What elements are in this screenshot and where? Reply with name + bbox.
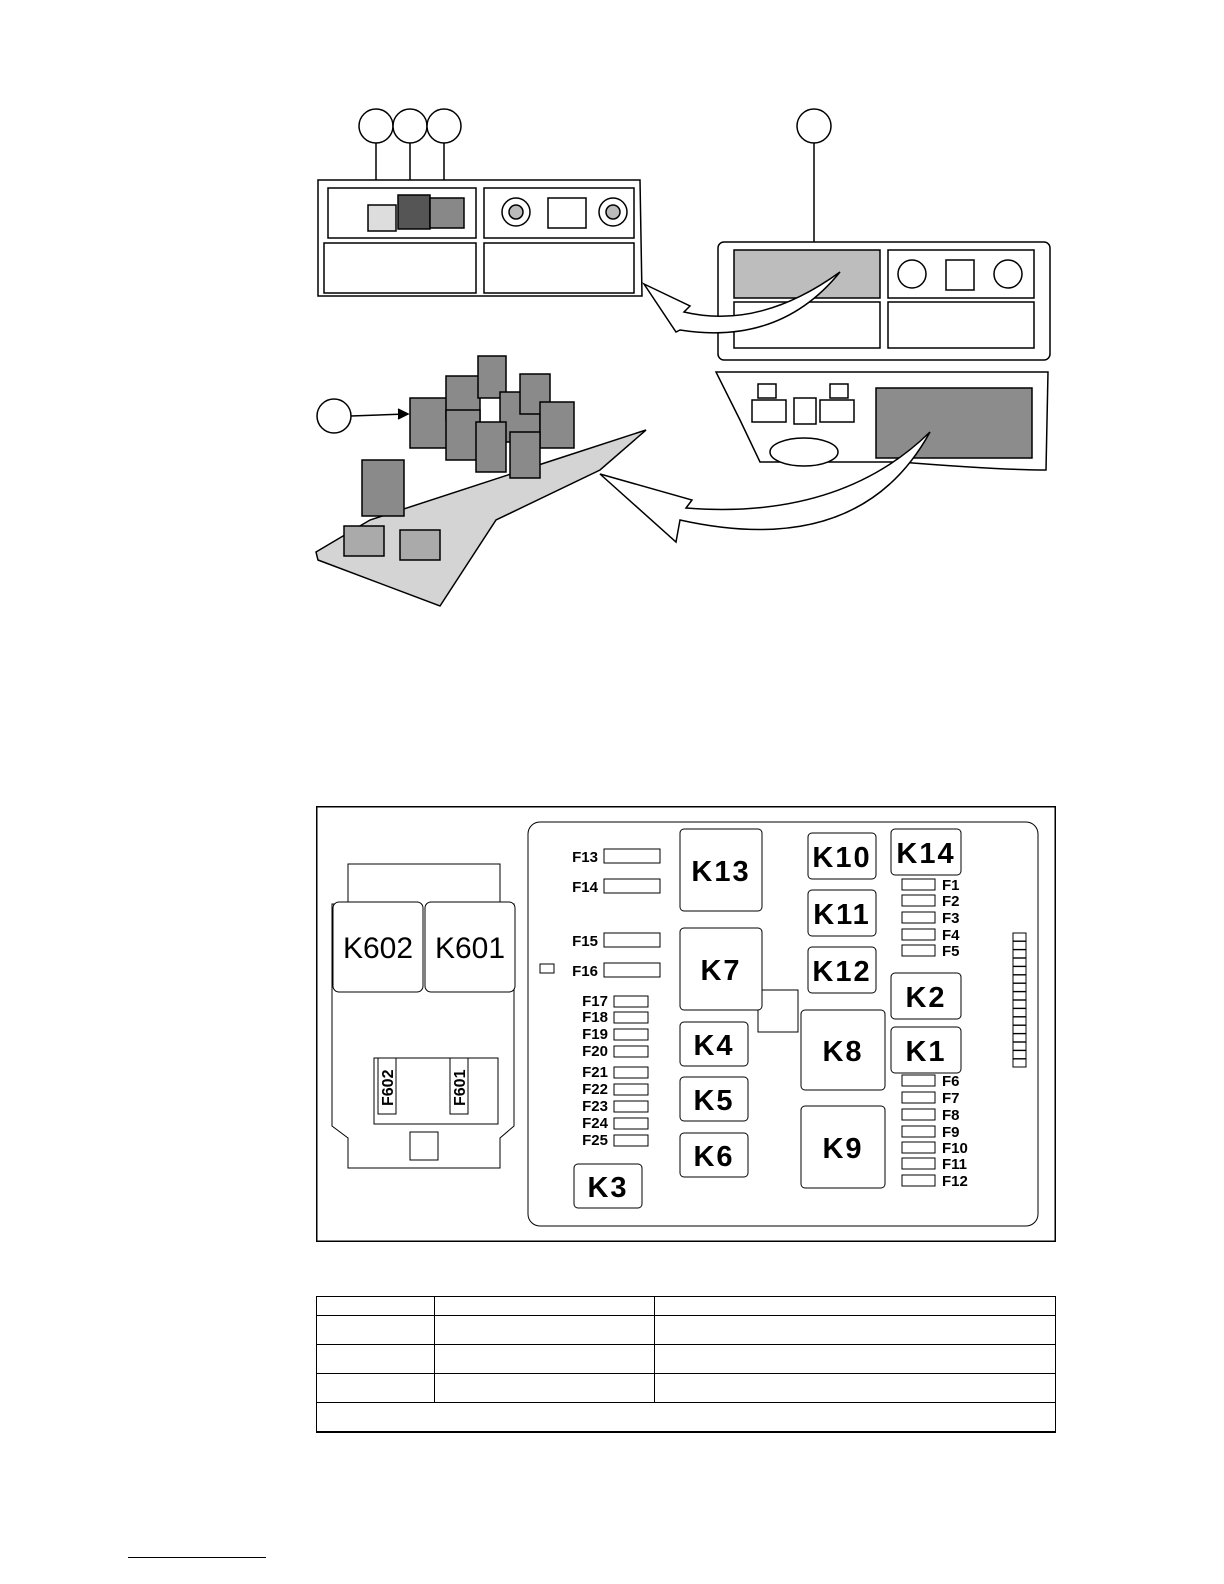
fuse-label-F23: F23: [582, 1098, 608, 1115]
table-cell: [317, 1345, 435, 1374]
relay-label-K7: K7: [700, 955, 742, 987]
fuse-F16: [604, 963, 660, 977]
callout-circle: [317, 399, 351, 433]
relay-label-K2: K2: [905, 982, 947, 1014]
callout-circle: [393, 109, 427, 143]
connector-pin: [1013, 983, 1026, 991]
fuse-F22: [614, 1084, 648, 1095]
fuse-F25: [614, 1135, 648, 1146]
table-cell: [317, 1297, 435, 1316]
fuse-label-F2: F2: [942, 893, 960, 910]
fuse-F13: [604, 849, 660, 863]
fuse-F1: [902, 879, 935, 890]
connector-pin: [1013, 1009, 1026, 1017]
connector-pin: [1013, 1017, 1026, 1025]
connector-pin: [1013, 1059, 1026, 1067]
connector-pin: [1013, 975, 1026, 983]
fuse-label-F24: F24: [582, 1115, 608, 1132]
fuse-F5: [902, 945, 935, 956]
connector-pin-column: [1013, 933, 1026, 1067]
table-cell: [434, 1316, 654, 1345]
fuse-label-F21: F21: [582, 1064, 608, 1081]
fuse-label-F13: F13: [572, 849, 598, 866]
fuse-F10: [902, 1142, 935, 1153]
fuse-F21: [614, 1067, 648, 1078]
connector-pin: [1013, 1034, 1026, 1042]
relay-label-K13: K13: [691, 856, 751, 888]
fuse-label-F17: F17: [582, 993, 608, 1010]
relay-label-K602: K602: [342, 932, 414, 965]
table-footer-row: [317, 1403, 1056, 1433]
table-row: [317, 1345, 1056, 1374]
fuse-label-F20: F20: [582, 1043, 608, 1060]
table-row: [317, 1297, 1056, 1316]
legend-table: [316, 1296, 1056, 1433]
marker-small: [540, 964, 554, 973]
relay-label-K6: K6: [693, 1141, 735, 1173]
callout-circle: [359, 109, 393, 143]
connector-pin: [1013, 950, 1026, 958]
link-box-k7-k8: [758, 990, 798, 1032]
table-cell: [434, 1374, 654, 1403]
fuse-label-F6: F6: [942, 1073, 960, 1090]
relay-label-K11: K11: [813, 899, 871, 931]
fuse-F8: [902, 1109, 935, 1120]
fuse-F7: [902, 1092, 935, 1103]
relay-label-K14: K14: [896, 838, 956, 870]
fuse-F14: [604, 879, 660, 893]
fuse-label-F14: F14: [572, 879, 598, 896]
fuse-F4: [902, 929, 935, 940]
fuse-label-F601: F601: [452, 1069, 469, 1106]
connector-pin: [1013, 958, 1026, 966]
fuse-label-F18: F18: [582, 1009, 608, 1026]
fuse-box-diagram: [316, 806, 1056, 1242]
fuse-label-F9: F9: [942, 1124, 960, 1141]
callout-circle: [427, 109, 461, 143]
fuse-label-F7: F7: [942, 1090, 960, 1107]
fuse-F15: [604, 933, 660, 947]
connector-pin: [1013, 1051, 1026, 1059]
table-cell: [654, 1297, 1055, 1316]
fuse-F20: [614, 1046, 648, 1057]
fuse-F18: [614, 1012, 648, 1023]
fuse-F19: [614, 1029, 648, 1040]
fuse-label-F16: F16: [572, 963, 598, 980]
relay-label-K4: K4: [693, 1030, 735, 1062]
overhead-console-illustration: [0, 0, 1224, 640]
fuse-label-F11: F11: [942, 1156, 968, 1173]
relay-board: [316, 356, 646, 606]
fuse-label-F1: F1: [942, 877, 960, 894]
footer-rule: [128, 1557, 266, 1558]
fuse-F6: [902, 1075, 935, 1086]
fuse-label-F3: F3: [942, 910, 960, 927]
overhead-console: [716, 242, 1050, 470]
fuse-F9: [902, 1126, 935, 1137]
fuse-label-F25: F25: [582, 1132, 608, 1149]
table-cell: [654, 1316, 1055, 1345]
fuse-F11: [902, 1158, 935, 1169]
fuse-F24: [614, 1118, 648, 1129]
connector-pin: [1013, 1042, 1026, 1050]
fuse-label-F19: F19: [582, 1026, 608, 1043]
connector-pin: [1013, 941, 1026, 949]
table-cell: [434, 1297, 654, 1316]
table-cell: [654, 1345, 1055, 1374]
relay-label-K10: K10: [812, 842, 872, 874]
relay-label-K12: K12: [812, 956, 872, 988]
fuse-F23: [614, 1101, 648, 1112]
callout-circle: [797, 109, 831, 143]
table-footer-cell: [317, 1403, 1056, 1433]
fuse-label-F12: F12: [942, 1173, 968, 1190]
fuse-label-F8: F8: [942, 1107, 960, 1124]
fuse-label-F5: F5: [942, 943, 960, 960]
connector-pin: [1013, 1025, 1026, 1033]
connector-pin: [1013, 1000, 1026, 1008]
table-cell: [317, 1316, 435, 1345]
relay-label-K5: K5: [693, 1085, 735, 1117]
relay-label-K1: K1: [905, 1036, 947, 1068]
connector-pin: [1013, 967, 1026, 975]
table-row: [317, 1374, 1056, 1403]
table-cell: [654, 1374, 1055, 1403]
connector-pin: [1013, 933, 1026, 941]
fuse-label-F10: F10: [942, 1140, 968, 1157]
table-cell: [317, 1374, 435, 1403]
relay-label-K3: K3: [587, 1172, 629, 1204]
relay-label-K9: K9: [822, 1133, 864, 1165]
fuse-F2: [902, 895, 935, 906]
table-cell: [434, 1345, 654, 1374]
fuse-label-F15: F15: [572, 933, 598, 950]
fuse-F17: [614, 996, 648, 1007]
fuse-label-F602: F602: [380, 1069, 397, 1106]
fuse-F12: [902, 1175, 935, 1186]
relay-label-K8: K8: [822, 1036, 864, 1068]
relay-label-K601: K601: [434, 932, 506, 965]
connector-pin: [1013, 992, 1026, 1000]
console-detail-panel: [318, 180, 642, 296]
fuse-label-F4: F4: [942, 927, 960, 944]
fuse-label-F22: F22: [582, 1081, 608, 1098]
fuse-F3: [902, 912, 935, 923]
table-row: [317, 1316, 1056, 1345]
